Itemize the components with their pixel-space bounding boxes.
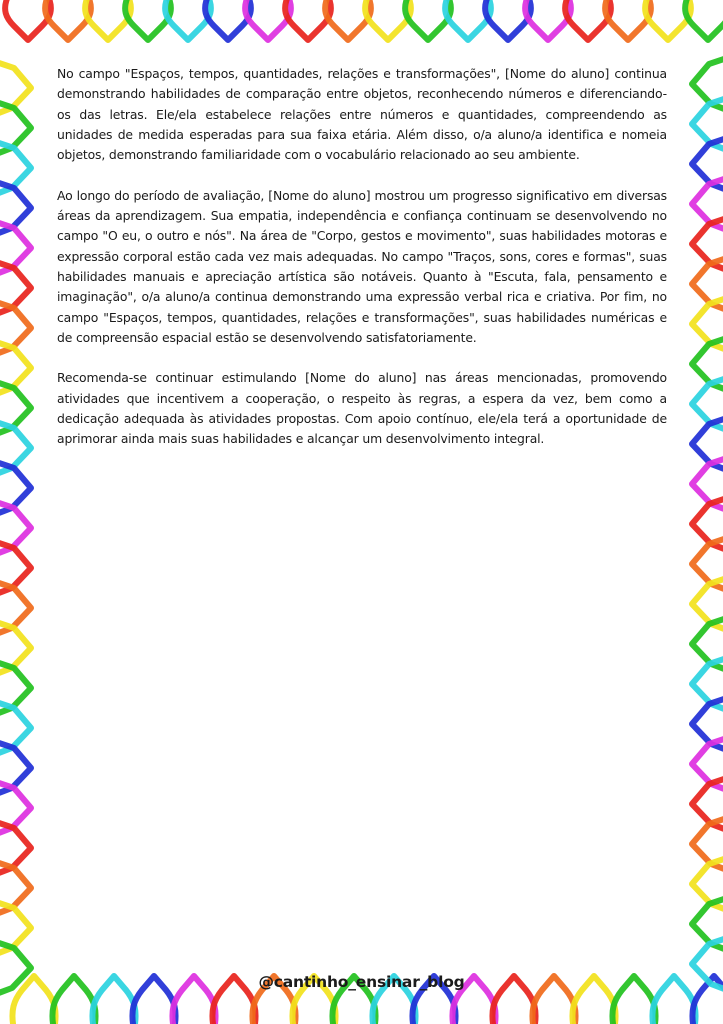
blog-handle: @cantinho_ensinar_blog [258,973,465,991]
paragraph-spaces-times: No campo "Espaços, tempos, quantidades, relações e transformações", [Nome do aluno] continua demonstrando habilidades de comparação entre objetos, reconhecendo números e diferenciando-os das letras. Ele/ela estabelece relações entre números e quantidades, compreendendo as unidades de medida esperadas para sua faixa etária. Além disso, o/a aluno/a identifica e nomeia objetos, demonstrando familiaridade com o vocabulário relacionado ao seu ambiente. [57,66,667,163]
paragraph-recommendation: Recomenda-se continuar estimulando [Nome do aluno] nas áreas mencionadas, promovendo atividades que incentivem a cooperação, o respeito às regras, a espera da vez, bem como a dedicação adequada às atividades propostas. Com apoio contínuo, ele/ela terá a oportunidade de aprimorar ainda mais suas habilidades e alcançar um desenvolvimento integral. [57,370,667,447]
report-body [57,64,667,470]
paragraph-progress-summary: Ao longo do período de avaliação, [Nome do aluno] mostrou um progresso significativo em diversas áreas da aprendizagem. Sua empatia, independência e confiança continuam se desenvolvendo no campo "O eu, o outro e nós". Na área de "Corpo, gestos e movimento", suas habilidades motoras e expressão corporal estão cada vez mais adequadas. No campo "Traços, sons, cores e formas", suas habilidades manuais e apreciação artística são notáveis. Quanto à "Escuta, fala, pensamento e imaginação", o/a aluno/a continua demonstrando uma expressão verbal rica e criativa. Por fim, no campo "Espaços, tempos, quantidades, relações e transformações", suas habilidades numéricas e de compreensão espacial estão se desenvolvendo satisfatoriamente. [57,187,667,345]
